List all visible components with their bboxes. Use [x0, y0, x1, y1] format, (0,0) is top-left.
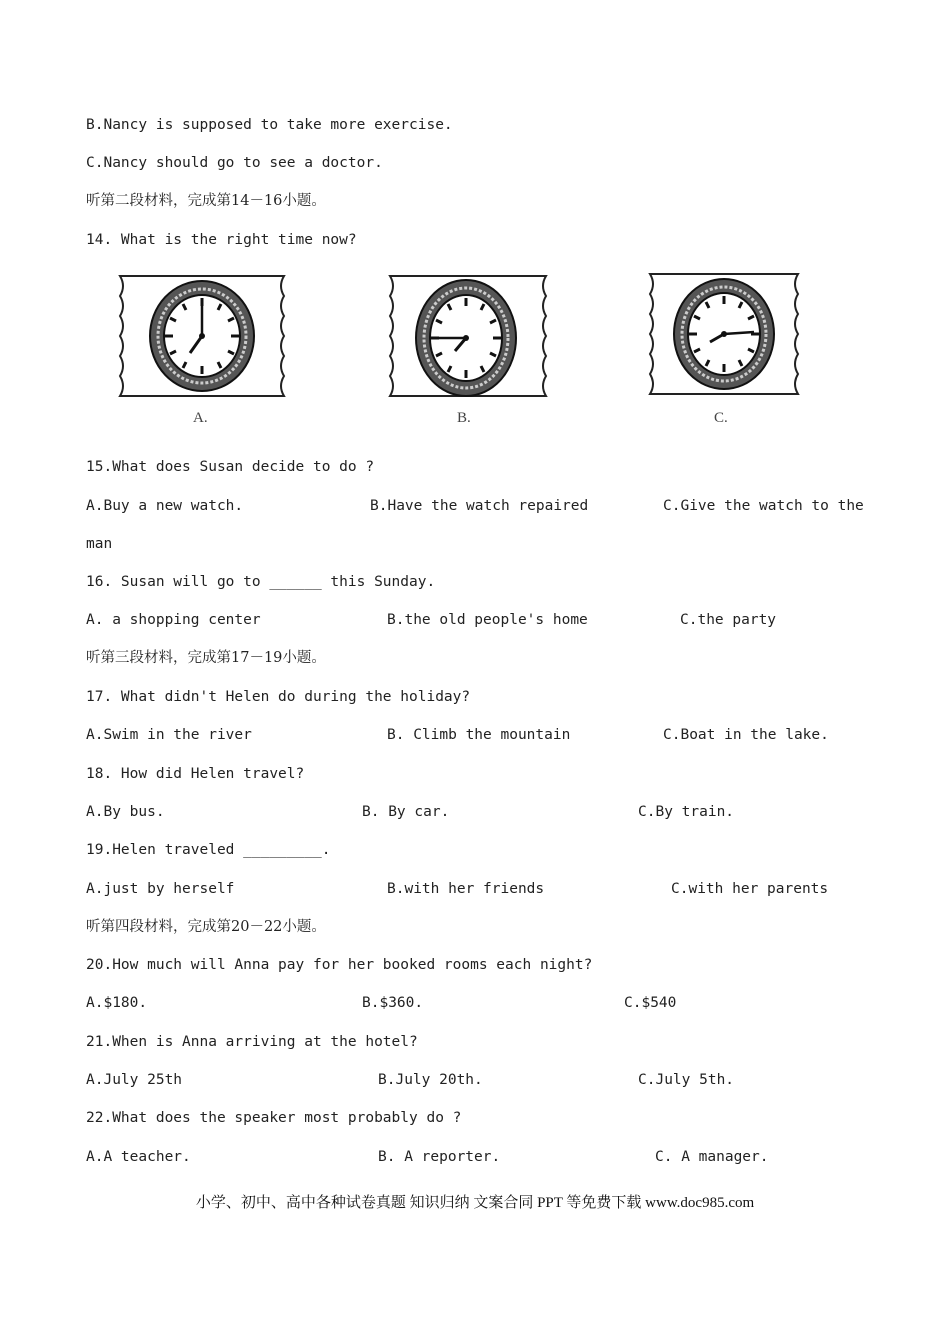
clock-a-icon	[108, 268, 308, 418]
q22-option-a: A.A teacher.	[86, 1149, 191, 1165]
q18-option-a: A.By bus.	[86, 804, 165, 820]
question-20: 20.How much will Anna pay for her booked rooms each night?	[86, 957, 593, 973]
q15-option-c-continued: man	[86, 536, 113, 552]
question-15: 15.What does Susan decide to do ?	[86, 459, 375, 475]
q19-option-c: C.with her parents	[671, 881, 829, 897]
q21-option-b: B.July 20th.	[378, 1072, 483, 1088]
section-3-instruction: 听第三段材料，完成第17－19小题。	[86, 650, 326, 666]
clock-image-a	[108, 268, 308, 438]
q19-option-b: B.with her friends	[387, 881, 545, 897]
q17-option-a: A.Swim in the river	[86, 727, 252, 743]
clock-label-c: C.	[714, 410, 728, 426]
section-2-instruction: 听第二段材料，完成第14－16小题。	[86, 193, 326, 209]
question-17: 17. What didn't Helen do during the holiday?	[86, 689, 471, 705]
clock-label-a: A.	[193, 410, 208, 426]
q18-option-c: C.By train.	[638, 804, 735, 820]
question-13-option-c: C.Nancy should go to see a doctor.	[86, 155, 383, 171]
q20-option-c: C.$540	[624, 995, 677, 1011]
question-19: 19.Helen traveled _________.	[86, 842, 331, 858]
clock-c-icon	[638, 268, 838, 418]
question-22: 22.What does the speaker most probably do ?	[86, 1110, 462, 1126]
q15-option-b: B.Have the watch repaired	[370, 498, 589, 514]
q20-option-b: B.$360.	[362, 995, 424, 1011]
q21-option-a: A.July 25th	[86, 1072, 183, 1088]
clock-image-c	[638, 268, 838, 438]
q22-option-b: B. A reporter.	[378, 1149, 501, 1165]
clock-label-b: B.	[457, 410, 471, 426]
q15-option-a: A.Buy a new watch.	[86, 498, 244, 514]
clock-image-b	[378, 268, 578, 438]
footer-banner: 小学、初中、高中各种试卷真题 知识归纳 文案合同 PPT 等免费下载 www.doc985.com	[195, 1195, 755, 1211]
q19-option-a: A.just by herself	[86, 881, 235, 897]
q21-option-c: C.July 5th.	[638, 1072, 735, 1088]
clock-b-icon	[378, 268, 578, 418]
question-21: 21.When is Anna arriving at the hotel?	[86, 1034, 418, 1050]
question-18: 18. How did Helen travel?	[86, 766, 305, 782]
q16-option-c: C.the party	[680, 612, 777, 628]
q18-option-b: B. By car.	[362, 804, 450, 820]
section-4-instruction: 听第四段材料，完成第20－22小题。	[86, 919, 326, 935]
question-14: 14. What is the right time now?	[86, 232, 357, 248]
q22-option-c: C. A manager.	[655, 1149, 769, 1165]
q17-option-c: C.Boat in the lake.	[663, 727, 829, 743]
question-13-option-b: B.Nancy is supposed to take more exercise.	[86, 117, 453, 133]
q20-option-a: A.$180.	[86, 995, 148, 1011]
q17-option-b: B. Climb the mountain	[387, 727, 571, 743]
q16-option-b: B.the old people's home	[387, 612, 588, 628]
q16-option-a: A. a shopping center	[86, 612, 261, 628]
q15-option-c: C.Give the watch to the	[663, 498, 864, 514]
question-16: 16. Susan will go to ______ this Sunday.	[86, 574, 436, 590]
